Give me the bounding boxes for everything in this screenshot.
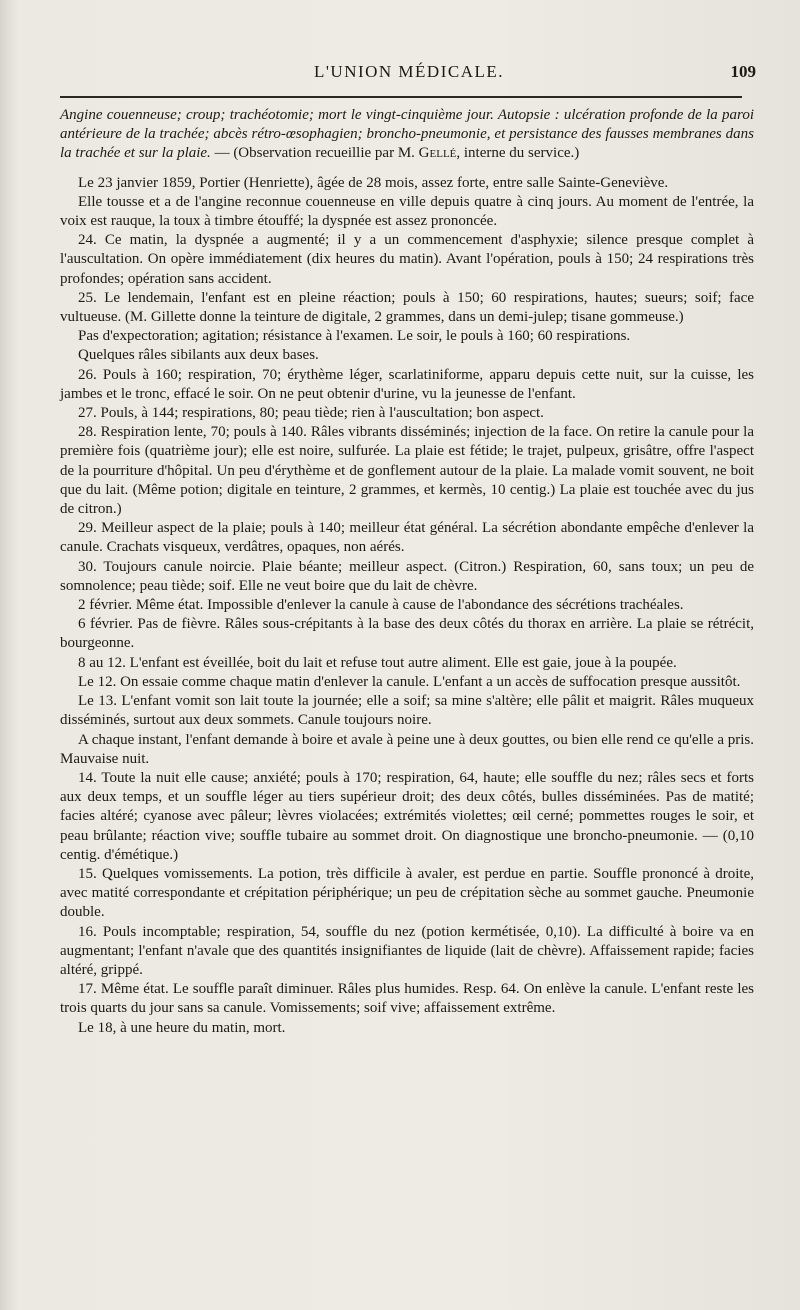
observation-credit-prefix: — (Observation recueillie par M. xyxy=(214,145,415,162)
case-note-paragraph: Le 23 janvier 1859, Portier (Henriette), âgée de 28 mois, assez forte, entre salle Sainte-Geneviève. xyxy=(78,174,669,191)
case-note-paragraph: 6 février. Pas de fièvre. Râles sous-crépitants à la base des deux côtés du thorax en arrière. La plaie se rétrécit, bourgeonne. xyxy=(60,616,754,652)
case-note-paragraph: 25. Le lendemain, l'enfant est en pleine réaction; pouls à 150; 60 respirations, hautes; sueurs; soif; face vultueuse. (M. Gillette donne la teinture de digitale, 2 grammes, dans un demi-julep; tisane gommeuse.) xyxy=(60,289,754,326)
case-note-paragraph: 17. Même état. Le souffle paraît diminuer. Râles plus humides. Resp. 64. On enlève la canule. L'enfant reste les trois quarts du jour sans sa canule. Vomissements; soif vive; affaissement extrême. xyxy=(60,981,754,1017)
case-note-paragraph: 2 février. Même état. Impossible d'enlever la canule à cause de l'abondance des sécrétions trachéales. xyxy=(78,597,684,614)
page-number: 109 xyxy=(730,62,756,81)
case-note-paragraph: Quelques râles sibilants aux deux bases. xyxy=(78,347,319,364)
case-note-paragraph: 26. Pouls à 160; respiration, 70; érythème léger, scarlatiniforme, apparu depuis cette nuit, sur la cuisse, les jambes et le tronc, effacé le soir. On ne peut obtenir d'urine, vu la jeunesse de l'enfant. xyxy=(60,366,754,402)
case-note-paragraph: 30. Toujours canule noircie. Plaie béante; meilleur aspect. (Citron.) Respiration, 60, sans toux; un peu de somnolence; peau tiède; soif. Elle ne veut boire que du lait de chèvre. xyxy=(60,558,754,594)
case-summary xyxy=(60,106,754,164)
case-note-paragraph: 28. Respiration lente, 70; pouls à 140. Râles vibrants disséminés; injection de la face. On retire la canule pour la première fois (quatrième jour); elle est noire, sulfurée. La plaie est fétide; le trajet, pulpeux, grisâtre, offre l'aspect de la pourriture d'hôpital. Un peu d'érythème et de gonflement autour de la plaie. La malade vomit souvent, ne boit que du lait. (Même potion; digitale en teinture, 2 grammes, et kermès, 10 centig.) La plaie est touchée avec du jus de citron.) xyxy=(60,424,754,518)
case-note-paragraph: Elle tousse et a de l'angine reconnue couenneuse en ville depuis quatre à cinq jours. Au moment de l'entrée, la voix est rauque, la toux à timbre étouffé; la dyspnée est assez prononcée. xyxy=(60,193,754,230)
observation-credit-suffix: , interne du service.) xyxy=(456,145,580,162)
case-summary-italic: Angine couenneuse; croup; trachéotomie; mort le vingt-cinquième jour. Autopsie : ulcération profonde de la paroi antérieure de la trachée; abcès rétro-œsophagien; broncho-pneumonie, et persistance des fausses membranes dans la trachée et sur la plaie. xyxy=(60,107,754,162)
case-note-paragraph: 24. Ce matin, la dyspnée a augmenté; il y a un commencement d'asphyxie; silence presque complet à l'auscultation. On opère immédiatement (dix heures du matin). Avant l'opération, pouls à 150; 24 respirations très profondes; opération sans accident. xyxy=(60,232,754,287)
case-note-paragraph: Le 13. L'enfant vomit son lait toute la journée; elle a soif; sa mine s'altère; elle pâlit et maigrit. Râles muqueux disséminés, surtout aux deux sommets. Canule toujours noire. xyxy=(60,693,754,729)
case-note-paragraph: Le 12. On essaie comme chaque matin d'enlever la canule. L'enfant a un accès de suffocation presque aussitôt. xyxy=(78,673,741,690)
case-note-paragraph: 8 au 12. L'enfant est éveillée, boit du lait et refuse tout autre aliment. Elle est gaie, joue à la poupée. xyxy=(78,654,677,671)
case-note-paragraph: 15. Quelques vomissements. La potion, très difficile à avaler, est perdue en partie. Souffle prononcé à droite, avec matité correspondante et crépitation périphérique; un peu de crépitation sèche au sommet gauche. Pneumonie double. xyxy=(60,865,754,921)
header-rule xyxy=(60,96,742,98)
case-note-paragraph: A chaque instant, l'enfant demande à boire et avale à peine une à deux gouttes, ou bien elle rend ce qu'elle a pris. Mauvaise nuit. xyxy=(60,731,754,767)
case-note-paragraph: 16. Pouls incomptable; respiration, 54, souffle du nez (potion kermétisée, 0,10). La difficulté à boire va en augmentant; l'enfant n'avale que des quantités insignifiantes de liquide (lait de chèvre). Affaissement rapide; facies altéré, grippé. xyxy=(60,923,754,978)
case-note-paragraph: 14. Toute la nuit elle cause; anxiété; pouls à 170; respiration, 64, haute; elle souffle du nez; râles secs et forts aux deux temps, et un souffle léger au tiers supérieur droit; des deux côtés, bulles disséminées. Pas de matité; facies altéré; cyanose avec pâleur; lèvres violacées; extrémités violettes; œil cerné; pommettes rouges le soir, et peau brûlante; réaction vive; souffle tubaire au sommet droit. On diagnostique une broncho-pneumonie. — (0,10 centig. d'émétique.) xyxy=(60,769,754,863)
case-note-paragraph: 29. Meilleur aspect de la plaie; pouls à 140; meilleur état général. La sécrétion abondante empêche d'enlever la canule. Crachats visqueux, verdâtres, opaques, non aérés. xyxy=(60,520,754,556)
article-body xyxy=(60,106,754,1038)
case-note-paragraph: Pas d'expectoration; agitation; résistance à l'examen. Le soir, le pouls à 160; 60 respirations. xyxy=(78,328,631,345)
case-notes xyxy=(60,174,754,1038)
page-header xyxy=(60,58,758,90)
case-note-paragraph: Le 18, à une heure du matin, mort. xyxy=(78,1019,286,1036)
observation-credit-name: Gellé xyxy=(418,145,457,162)
case-note-paragraph: 27. Pouls, à 144; respirations, 80; peau tiède; rien à l'auscultation; bon aspect. xyxy=(78,405,544,422)
running-title: L'UNION MÉDICALE. xyxy=(313,62,505,81)
